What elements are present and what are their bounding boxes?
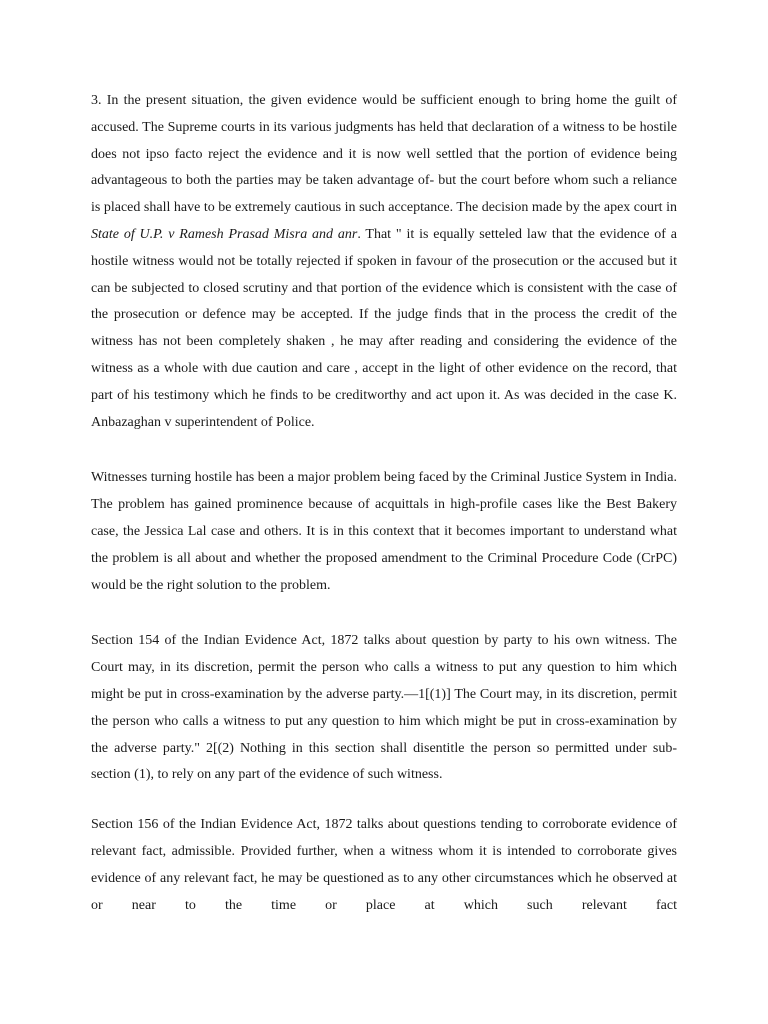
paragraph-1-text-start: 3. In the present situation, the given evidence would be sufficient enough to bring home the guilt of accused. The Supreme courts in its various judgments has held that declaration of a witness to be hostile does not ipso facto reject the evidence and it is now well settled that the portion of evidence being advantageous to both the parties may be taken advantage of- but the court before whom such a reliance is placed shall have to be extremely cautious in such acceptance. The decision made by the apex court in <box>91 93 677 216</box>
case-citation-italic: State of U.P. v Ramesh Prasad Misra and anr <box>91 226 358 242</box>
paragraph-1-text-end: . That " it is equally setteled law that the evidence of a hostile witness would not be totally rejected if spoken in favour of the prosecution or the accused but it can be subjected to closed scrutiny and that portion of the evidence which is consistent with the case of the prosecution or defence may be accepted. If the judge finds that in the process the credit of the witness has not been completely shaken , he may after reading and considering the evidence of the witness as a whole with due caution and care , accept in the light of other evidence on the record, that part of his testimony which he finds to be creditworthy and act upon it. As was decided in the case K. Anbazaghan v superintendent of Police. <box>91 226 678 430</box>
paragraph-1 <box>91 88 677 436</box>
paragraph-3: Section 154 of the Indian Evidence Act, 1872 talks about question by party to his own witness. The Court may, in its discretion, permit the person who calls a witness to put any question to him which might be put in cross-examination by the adverse party.—1[(1)] The Court may, in its discretion, permit the person who calls a witness to put any question to him which might be put in cross-examination by the adverse party." 2[(2) Nothing in this section shall disentitle the person so permitted under sub-section (1), to rely on any part of the evidence of such witness. <box>91 633 677 783</box>
paragraph-2: Witnesses turning hostile has been a major problem being faced by the Criminal Justice System in India. The problem has gained prominence because of acquittals in high-profile cases like the Best Bakery case, the Jessica Lal case and others. It is in this context that it becomes important to understand what the problem is all about and whether the proposed amendment to the Criminal Procedure Code (CrPC) would be the right solution to the problem. <box>91 470 677 593</box>
document-page <box>91 88 677 919</box>
paragraph-4: Section 156 of the Indian Evidence Act, 1872 talks about questions tending to corroborate evidence of relevant fact, admissible. Provided further, when a witness whom it is intended to corroborate gives evidence of any relevant fact, he may be questioned as to any other circumstances which he observed at or near to the time or place at which such relevant fact <box>91 817 677 913</box>
